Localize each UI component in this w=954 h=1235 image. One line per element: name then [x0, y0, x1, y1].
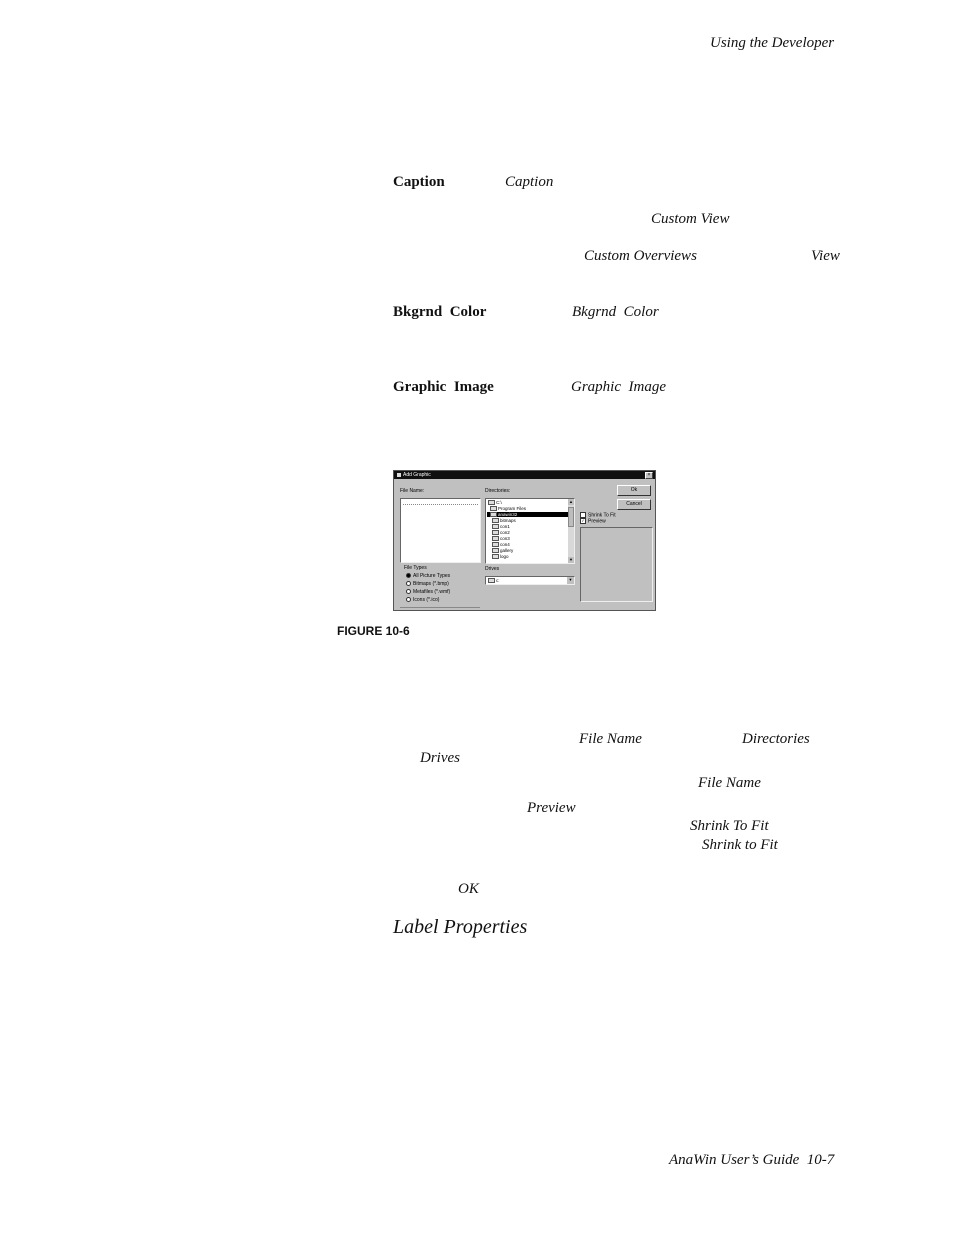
file-name-list[interactable] — [400, 498, 481, 563]
radio-icon — [406, 581, 411, 586]
directory-item[interactable]: con3 — [492, 536, 510, 541]
property-term-bkgrnd-color: Bkgrnd Color — [393, 304, 487, 320]
scroll-up-arrow-icon[interactable]: ▲ — [569, 499, 573, 504]
folder-icon — [492, 554, 499, 559]
file-name-input-line — [403, 504, 478, 505]
folder-icon — [492, 524, 499, 529]
divider — [400, 607, 480, 608]
close-icon[interactable]: × — [645, 472, 653, 479]
ref-file-name: File Name — [579, 731, 642, 747]
scroll-thumb[interactable] — [568, 507, 574, 527]
file-types-label: File Types — [404, 565, 427, 571]
radio-selected-icon — [406, 573, 411, 578]
directory-item[interactable]: logo — [492, 554, 509, 559]
directories-scrollbar[interactable] — [568, 499, 574, 563]
directory-item[interactable]: Program Files — [490, 506, 526, 511]
ref-directories: Directories — [742, 731, 810, 747]
ref-ok: OK — [458, 881, 479, 897]
folder-icon — [492, 542, 499, 547]
figure-label: FIGURE 10-6 — [337, 624, 410, 638]
drives-label: Drives — [485, 566, 500, 572]
directory-item[interactable]: con1 — [492, 524, 510, 529]
add-graphic-dialog — [393, 470, 656, 611]
folder-open-icon — [490, 506, 497, 511]
checkmark-icon: ✓ — [581, 518, 585, 523]
ref-custom-view: Custom View — [651, 211, 730, 227]
file-name-label: File Name: — [400, 488, 425, 494]
property-term-caption: Caption — [393, 174, 445, 190]
dialog-title: Add Graphic — [403, 472, 431, 478]
file-type-option[interactable]: Bitmaps (*.bmp) — [406, 581, 449, 587]
ref-preview: Preview — [527, 800, 576, 816]
ref-shrink-to-fit-2: Shrink to Fit — [702, 837, 778, 853]
drive-icon-label: c: — [488, 578, 500, 583]
ok-button[interactable]: Ok — [617, 485, 651, 496]
directory-item-selected[interactable]: anawin32 — [487, 512, 573, 517]
file-type-option[interactable]: Metafiles (*.wmf) — [406, 589, 450, 595]
preview-pane — [580, 527, 653, 602]
folder-icon — [492, 530, 499, 535]
property-term-graphic-image: Graphic Image — [393, 379, 494, 395]
ref-shrink-to-fit: Shrink To Fit — [690, 818, 769, 834]
file-type-option[interactable]: Icons (*.ico) — [406, 597, 439, 603]
ref-view: View — [811, 248, 840, 264]
directory-item[interactable]: C:\ — [488, 500, 502, 505]
scroll-down-arrow-icon[interactable]: ▼ — [569, 557, 573, 562]
radio-icon — [406, 589, 411, 594]
folder-icon — [492, 548, 499, 553]
directory-item[interactable]: con2 — [492, 530, 510, 535]
folder-open-icon — [490, 512, 497, 517]
ref-custom-overviews: Custom Overviews — [584, 248, 697, 264]
dialog-titlebar — [394, 471, 655, 479]
ref-drives: Drives — [420, 750, 460, 766]
directory-item[interactable]: con4 — [492, 542, 510, 547]
cancel-button[interactable]: Cancel — [617, 499, 651, 510]
folder-icon — [492, 518, 499, 523]
page-footer: AnaWin User’s Guide 10-7 — [669, 1152, 835, 1168]
directories-label: Directories: — [485, 488, 511, 494]
ref-file-name-2: File Name — [698, 775, 761, 791]
shrink-to-fit-checkbox[interactable]: Shrink To Fit — [580, 512, 616, 518]
window-icon — [397, 473, 401, 477]
chevron-down-icon[interactable]: ▼ — [568, 577, 573, 582]
directory-item[interactable]: bitmaps — [492, 518, 516, 523]
folder-icon — [492, 536, 499, 541]
property-ref-graphic-image: Graphic Image — [571, 379, 666, 395]
directories-list[interactable] — [485, 498, 575, 564]
running-header: Using the Developer — [710, 35, 835, 51]
drive-icon — [488, 578, 495, 583]
drives-select[interactable] — [485, 576, 575, 585]
folder-open-icon — [488, 500, 495, 505]
property-ref-caption: Caption — [505, 174, 554, 190]
preview-checkbox[interactable]: ✓ Preview — [581, 518, 606, 525]
directory-item[interactable]: gallery — [492, 548, 513, 553]
label-properties-heading: Label Properties — [393, 916, 528, 938]
radio-icon — [406, 597, 411, 602]
property-ref-bkgrnd-color: Bkgrnd Color — [572, 304, 659, 320]
file-type-option[interactable]: All Picture Types — [406, 573, 450, 579]
